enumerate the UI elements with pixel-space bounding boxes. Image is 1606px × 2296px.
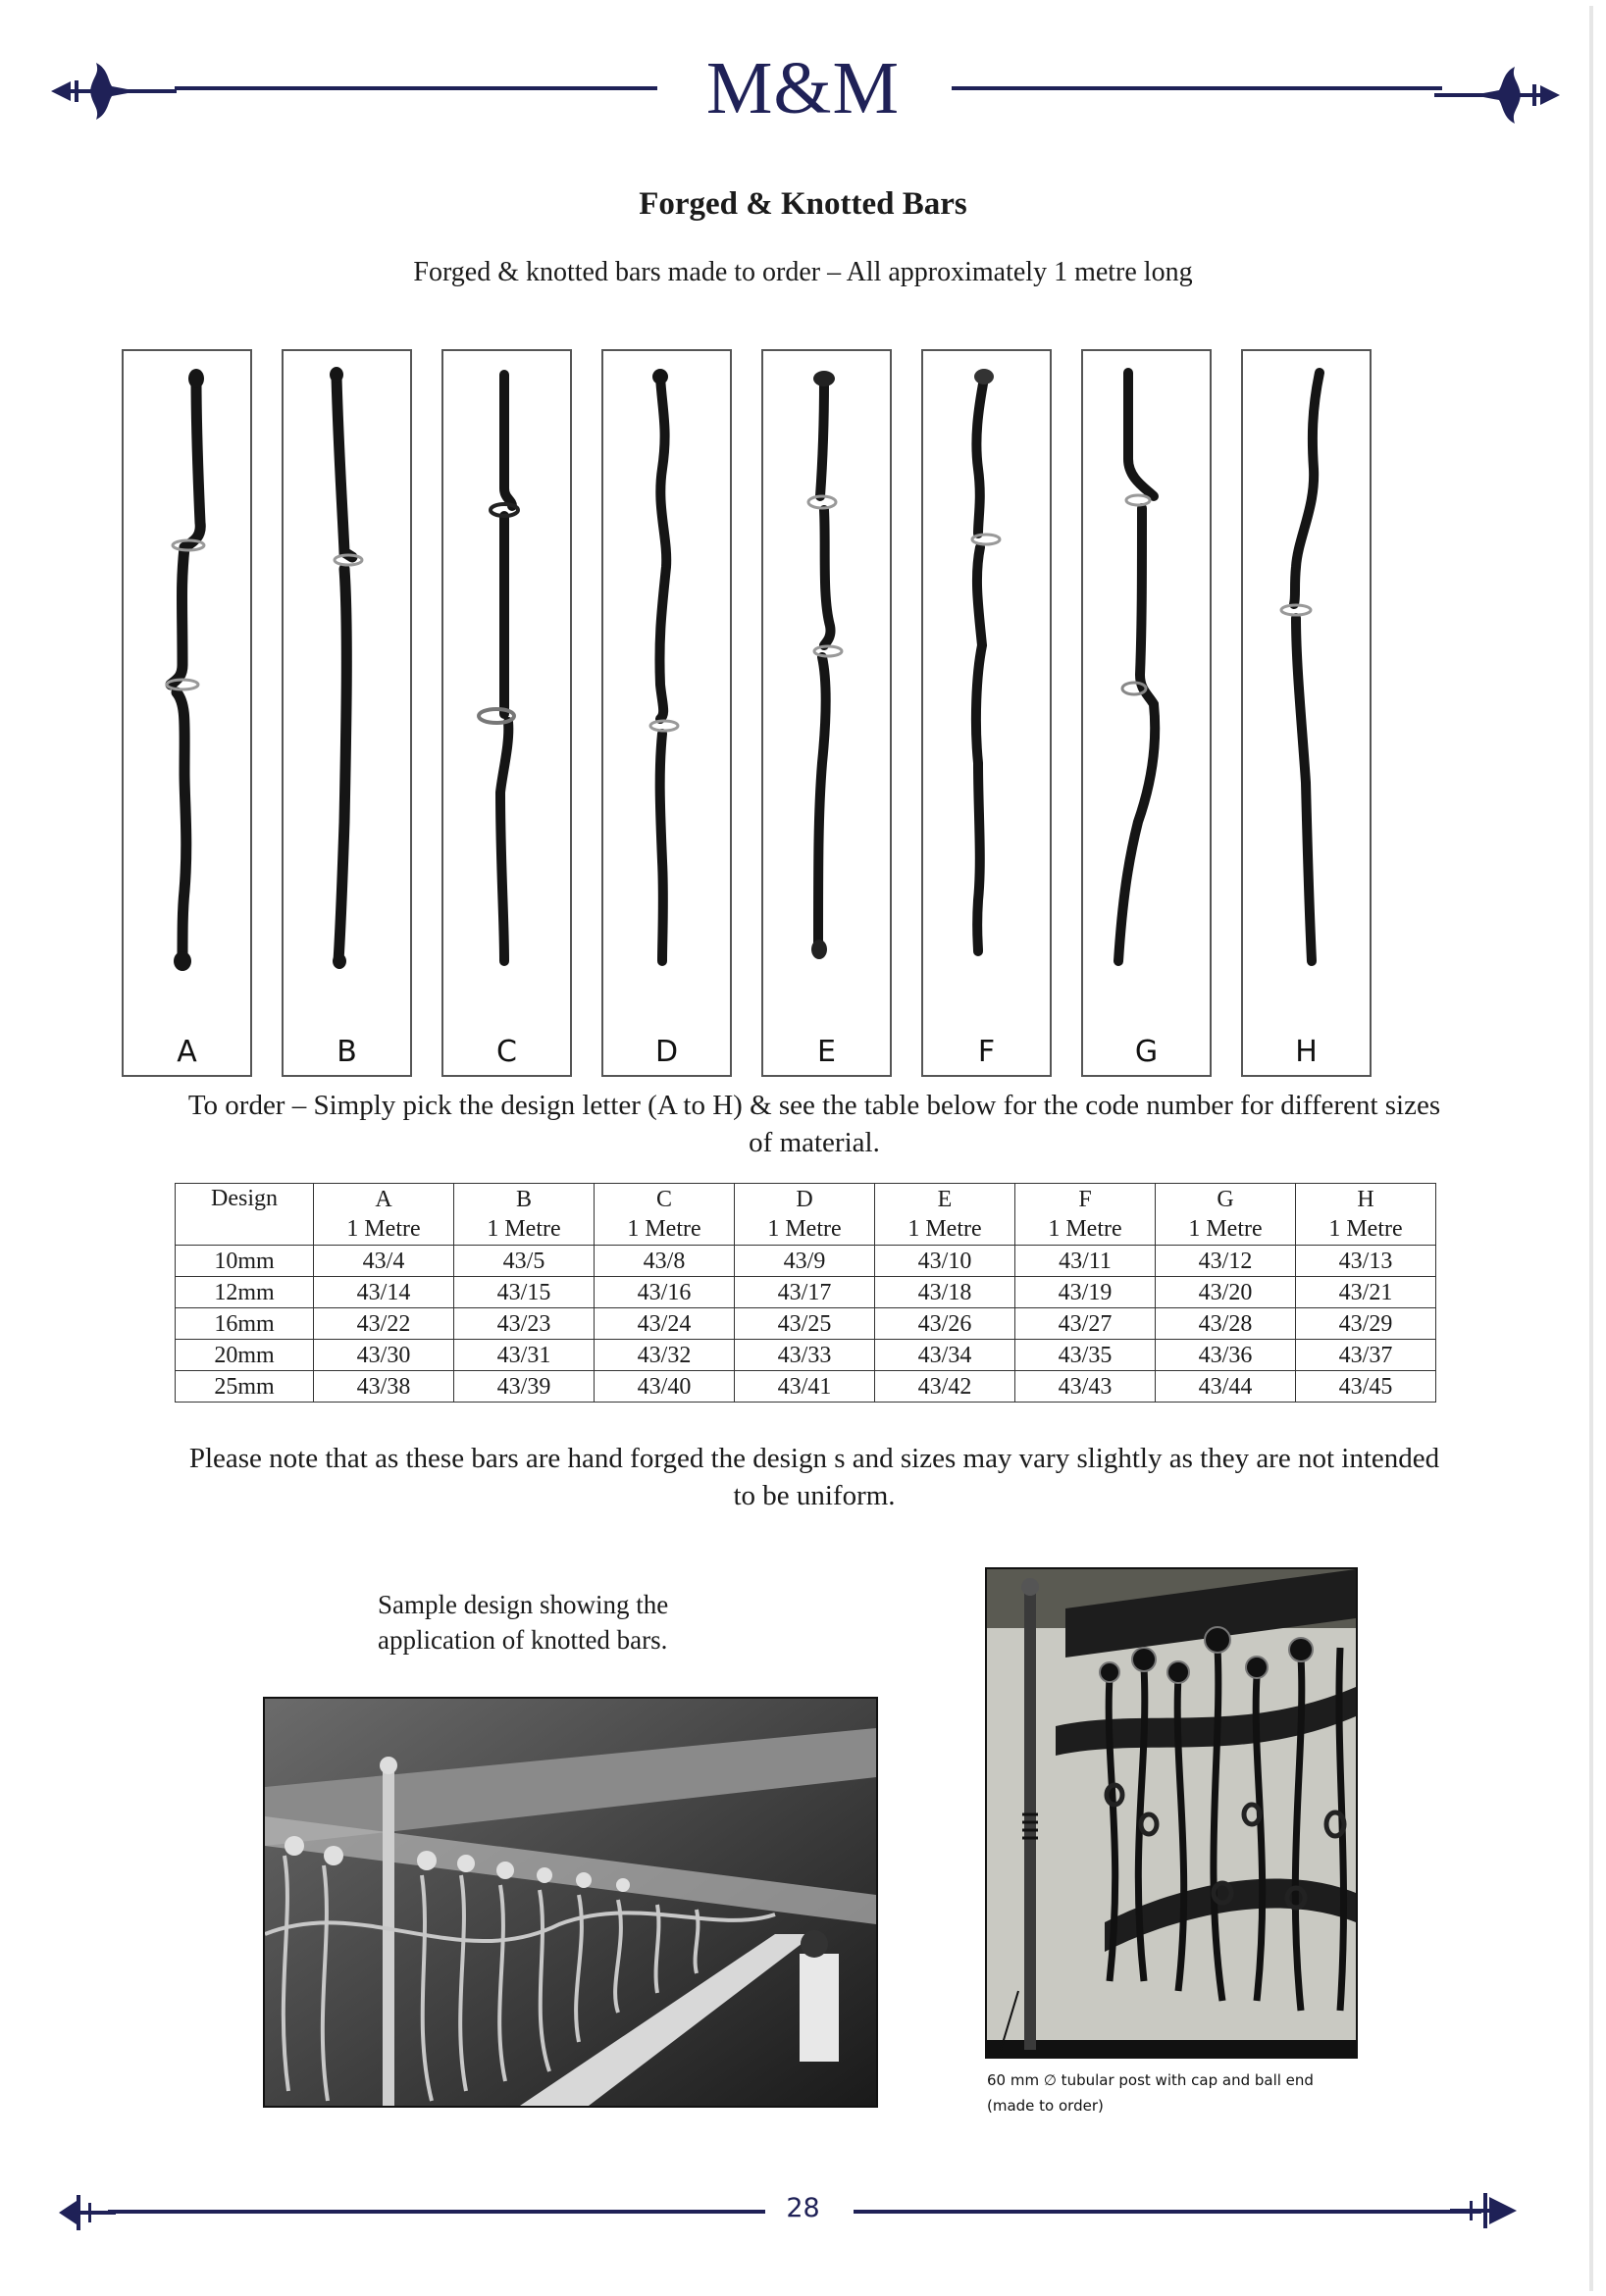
table-row	[176, 1277, 1436, 1308]
bar-letter: D	[654, 1035, 679, 1069]
bar-design-gallery	[122, 349, 1379, 1079]
code-cell: 43/30	[314, 1340, 454, 1371]
column-header-c: C 1 Metre	[595, 1184, 735, 1246]
code-cell: 43/38	[314, 1371, 454, 1403]
column-header-g: G 1 Metre	[1156, 1184, 1296, 1246]
table-corner-header: Design	[176, 1184, 314, 1246]
size-cell: 25mm	[176, 1371, 314, 1403]
bar-design-e	[761, 349, 892, 1077]
bar-letter: E	[817, 1035, 836, 1069]
code-cell: 43/42	[875, 1371, 1015, 1403]
page-title: Forged & Knotted Bars	[639, 186, 967, 222]
knotted-bar-d-icon	[603, 351, 734, 1038]
page-edge	[1589, 6, 1593, 2291]
column-header-h: H 1 Metre	[1296, 1184, 1436, 1246]
code-cell: 43/32	[595, 1340, 735, 1371]
gate-photo-image	[987, 1569, 1356, 2057]
column-header-a: A 1 Metre	[314, 1184, 454, 1246]
bar-design-a	[122, 349, 252, 1077]
code-cell: 43/13	[1296, 1246, 1436, 1277]
code-cell: 43/28	[1156, 1308, 1296, 1340]
code-cell: 43/17	[735, 1277, 875, 1308]
page-subtitle: Forged & knotted bars made to order – All approximately 1 metre long	[413, 257, 1193, 287]
code-cell: 43/20	[1156, 1277, 1296, 1308]
bar-letter: C	[496, 1035, 517, 1069]
variation-note: Please note that as these bars are hand forged the design s and sizes may vary slightly as they are not intended to be uniform.	[188, 1443, 1440, 1511]
code-cell: 43/33	[735, 1340, 875, 1371]
knotted-bar-a-icon	[124, 351, 254, 1038]
bar-letter: G	[1134, 1035, 1159, 1069]
knotted-bar-e-icon	[763, 351, 894, 1038]
column-header-d: D 1 Metre	[735, 1184, 875, 1246]
post-caption-line-1: 60 mm ∅ tubular post with cap and ball end	[987, 2071, 1314, 2089]
code-cell: 43/9	[735, 1246, 875, 1277]
code-cell: 43/35	[1015, 1340, 1156, 1371]
code-cell: 43/11	[1015, 1246, 1156, 1277]
knotted-bar-g-icon	[1083, 351, 1214, 1038]
code-cell: 43/5	[454, 1246, 595, 1277]
table-row	[176, 1371, 1436, 1403]
code-cell: 43/26	[875, 1308, 1015, 1340]
arrow-right-icon	[1450, 2189, 1519, 2232]
size-cell: 12mm	[176, 1277, 314, 1308]
code-cell: 43/29	[1296, 1308, 1436, 1340]
footer-rule-right	[854, 2210, 1481, 2214]
gate-photo	[985, 1567, 1358, 2059]
code-cell: 43/21	[1296, 1277, 1436, 1308]
finial-arrow-right-icon	[1434, 61, 1562, 129]
code-cell: 43/8	[595, 1246, 735, 1277]
table-row	[176, 1308, 1436, 1340]
bar-design-b	[282, 349, 412, 1077]
order-instructions: To order – Simply pick the design letter (A to H) & see the table below for the code number for different sizes of material.	[187, 1090, 1441, 1158]
knotted-bar-h-icon	[1243, 351, 1373, 1038]
railing-photo-image	[265, 1699, 876, 2106]
code-cell: 43/39	[454, 1371, 595, 1403]
code-cell: 43/22	[314, 1308, 454, 1340]
code-cell: 43/4	[314, 1246, 454, 1277]
knotted-bar-c-icon	[443, 351, 574, 1038]
page-header	[0, 39, 1606, 137]
bar-design-f	[921, 349, 1052, 1077]
size-cell: 16mm	[176, 1308, 314, 1340]
code-cell: 43/19	[1015, 1277, 1156, 1308]
column-header-b: B 1 Metre	[454, 1184, 595, 1246]
code-cell: 43/23	[454, 1308, 595, 1340]
code-cell: 43/44	[1156, 1371, 1296, 1403]
railing-photo	[263, 1697, 878, 2108]
bar-letter: A	[177, 1035, 197, 1069]
sample-caption: Sample design showing the application of knotted bars.	[378, 1590, 669, 1655]
code-cell: 43/10	[875, 1246, 1015, 1277]
table-header-row	[176, 1184, 1436, 1246]
knotted-bar-f-icon	[923, 351, 1054, 1038]
code-cell: 43/12	[1156, 1246, 1296, 1277]
code-cell: 43/24	[595, 1308, 735, 1340]
brand-logo: M&M	[0, 51, 1606, 126]
code-cell: 43/45	[1296, 1371, 1436, 1403]
page-footer	[0, 2189, 1606, 2248]
page-number: 28	[786, 2193, 820, 2223]
bar-letter: H	[1295, 1035, 1318, 1069]
post-caption-line-2: (made to order)	[987, 2097, 1104, 2115]
bar-letter: F	[977, 1035, 996, 1069]
size-cell: 20mm	[176, 1340, 314, 1371]
code-cell: 43/16	[595, 1277, 735, 1308]
header-rule-right	[952, 86, 1442, 90]
knotted-bar-b-icon	[284, 351, 414, 1038]
bar-design-d	[601, 349, 732, 1077]
code-cell: 43/43	[1015, 1371, 1156, 1403]
code-cell: 43/31	[454, 1340, 595, 1371]
bar-letter: B	[337, 1035, 357, 1069]
code-cell: 43/40	[595, 1371, 735, 1403]
bar-design-g	[1081, 349, 1212, 1077]
table-row	[176, 1246, 1436, 1277]
bar-design-h	[1241, 349, 1372, 1077]
table-row	[176, 1340, 1436, 1371]
code-cell: 43/41	[735, 1371, 875, 1403]
column-header-f: F 1 Metre	[1015, 1184, 1156, 1246]
code-cell: 43/14	[314, 1277, 454, 1308]
code-cell: 43/25	[735, 1308, 875, 1340]
code-cell: 43/18	[875, 1277, 1015, 1308]
size-cell: 10mm	[176, 1246, 314, 1277]
code-cell: 43/37	[1296, 1340, 1436, 1371]
code-cell: 43/15	[454, 1277, 595, 1308]
post-caption	[987, 2067, 1399, 2118]
code-table	[175, 1183, 1436, 1403]
column-header-e: E 1 Metre	[875, 1184, 1015, 1246]
bar-design-c	[441, 349, 572, 1077]
code-cell: 43/34	[875, 1340, 1015, 1371]
code-cell: 43/36	[1156, 1340, 1296, 1371]
code-cell: 43/27	[1015, 1308, 1156, 1340]
